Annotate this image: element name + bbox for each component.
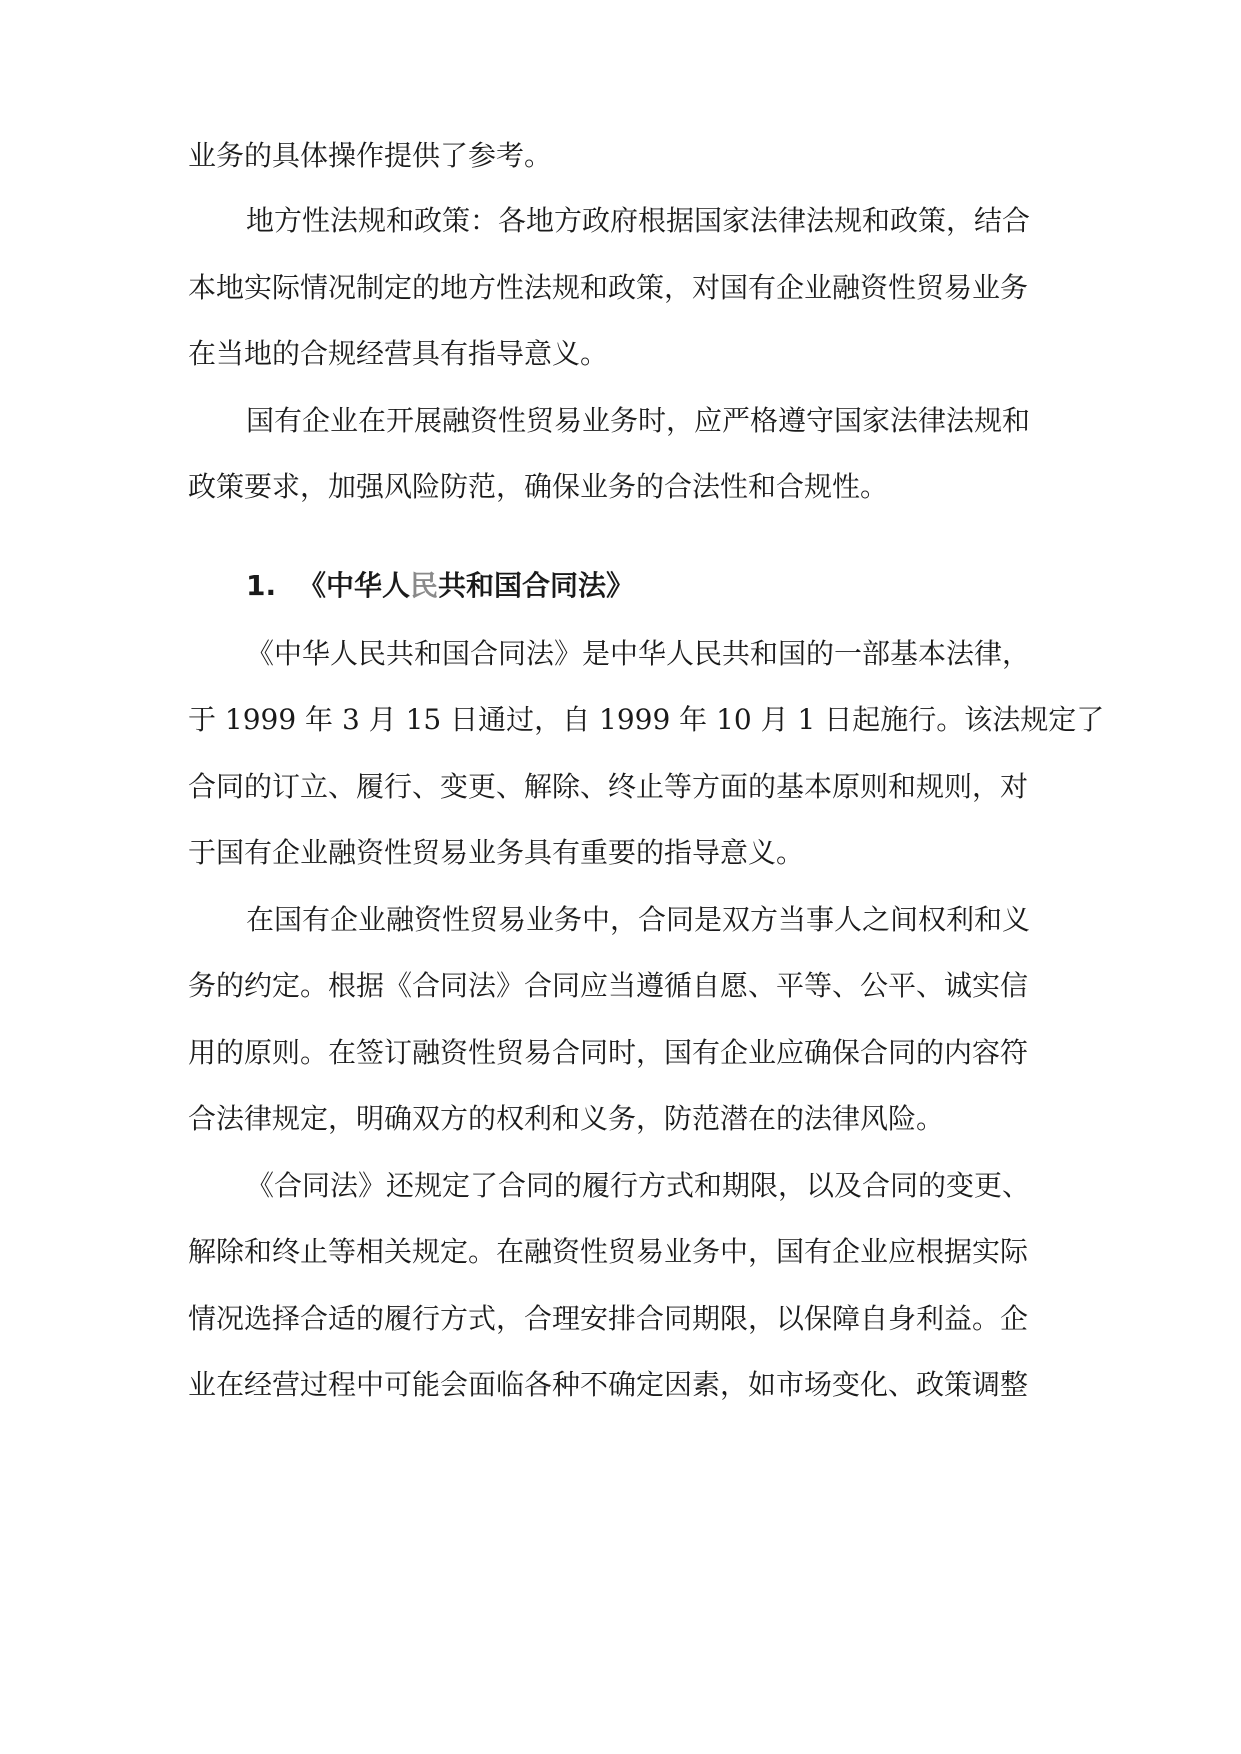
paragraph-line: 在当地的合规经营具有指导意义。 (188, 337, 609, 370)
paragraph-line: 《合同法》还规定了合同的履行方式和期限，以及合同的变更、 (246, 1169, 1031, 1202)
paragraph-line: 在国有企业融资性贸易业务中，合同是双方当事人之间权利和义 (246, 903, 1031, 936)
paragraph-line: 《中华人民共和国合同法》是中华人民共和国的一部基本法律， (246, 637, 1031, 670)
paragraph-line: 本地实际情况制定的地方性法规和政策，对国有企业融资性贸易业务 (188, 271, 1029, 304)
section-title-part: 《中华人 (298, 569, 411, 602)
paragraph-line: 政策要求，加强风险防范，确保业务的合法性和合规性。 (188, 470, 889, 503)
paragraph-line: 地方性法规和政策：各地方政府根据国家法律法规和政策，结合 (246, 204, 1031, 237)
paragraph-line: 于 1999 年 3 月 15 日通过，自 1999 年 10 月 1 日起施行。该法规定了 (188, 703, 1105, 736)
paragraph-line: 于国有企业融资性贸易业务具有重要的指导意义。 (188, 836, 805, 869)
paragraph-line: 合法律规定，明确双方的权利和义务，防范潜在的法律风险。 (188, 1102, 945, 1135)
paragraph-line: 务的约定。根据《合同法》合同应当遵循自愿、平等、公平、诚实信 (188, 969, 1029, 1002)
section-title-part: 共和国合同法》 (438, 569, 635, 602)
paragraph-line: 合同的订立、履行、变更、解除、终止等方面的基本原则和规则，对 (188, 770, 1029, 803)
paragraph-line: 业在经营过程中可能会面临各种不确定因素，如市场变化、政策调整 (188, 1368, 1029, 1401)
section-title-part-faded: 民 (410, 569, 439, 602)
paragraph-line: 解除和终止等相关规定。在融资性贸易业务中，国有企业应根据实际 (188, 1235, 1029, 1268)
paragraph-line: 国有企业在开展融资性贸易业务时，应严格遵守国家法律法规和 (246, 404, 1031, 437)
paragraph-line: 业务的具体操作提供了参考。 (188, 139, 553, 172)
paragraph-line: 用的原则。在签订融资性贸易合同时，国有企业应确保合同的内容符 (188, 1036, 1029, 1069)
paragraph-line: 情况选择合适的履行方式，合理安排合同期限，以保障自身利益。企 (188, 1302, 1029, 1335)
section-heading (246, 568, 634, 604)
section-number: 1. (246, 569, 277, 602)
